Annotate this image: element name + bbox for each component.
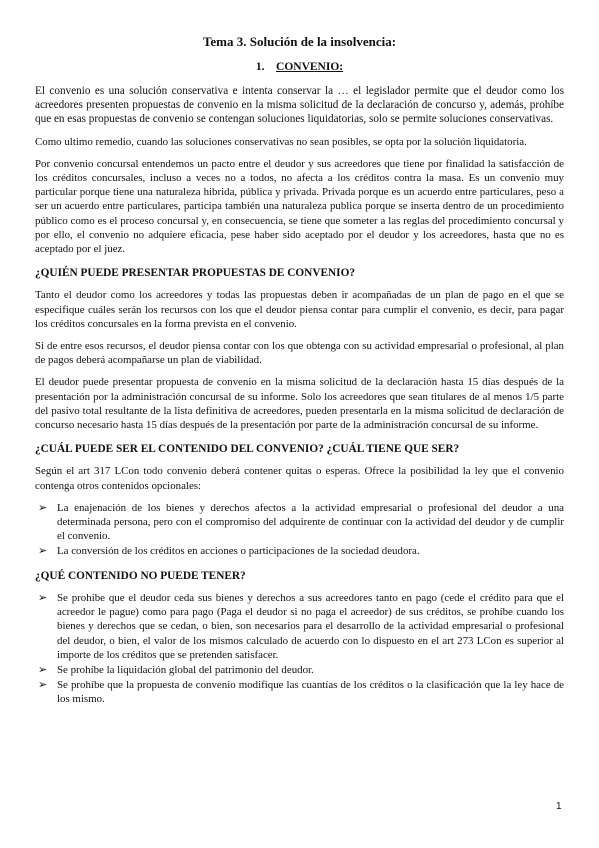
list-item-text: La conversión de los créditos en acciones o participaciones de la sociedad deudora.	[57, 545, 420, 558]
quien-paragraph-3: El deudor puede presentar propuesta de convenio en la misma solicitud de la declaración hasta 15 días después de la presentación por la administración concursal de su informe. Solo los acreedores que sean titulares de al menos 1/5 parte del pasivo total resultante de la lista definitiva de acreedores, pueden presentarla en la misma solicitud de declaración de concurso necesario hasta 15 días después de la presentación por parte de la administración concursal de su informe.	[35, 376, 564, 432]
intro-paragraph-1: El convenio es una solución conservativa e intenta conservar la … el legislador permite que el deudor como los acreedores presenten propuestas de convenio en la misma solicitud de la declaración de concurso y, además, prohíbe que en esas propuestas de convenio se contengan soluciones liquidatorias, solo se permite soluciones conservativas.	[35, 85, 564, 126]
list-item	[35, 678, 564, 706]
page-number: 1	[556, 801, 562, 812]
document-title: Tema 3. Solución de la insolvencia:	[202, 34, 397, 49]
arrow-bullet-icon: ➢	[38, 662, 48, 676]
arrow-bullet-icon: ➢	[38, 544, 48, 558]
document-body	[35, 84, 564, 715]
list-item	[35, 544, 564, 558]
list-item-text: La enajenación de los bienes y derechos afectos a la actividad empresarial o profesional del deudor a una determinada persona, pero con el compromiso del adquirente de continuar con la actividad del deudor y de cumplir el convenio.	[57, 501, 564, 543]
arrow-bullet-icon: ➢	[38, 678, 48, 692]
no-contenido-list	[35, 591, 564, 707]
list-item-text: Se prohíbe que el deudor ceda sus bienes y derechos a sus acreedores tanto en pago (cede el crédito para que el acreedor le pague) como para pago (Paga el deudor si no paga el acreedor) de sus créditos, se prohíbe cuando los bienes y derechos que se cedan, o bien, son necesarios para el desarrollo de la actividad empresarial o profesional del deudor, o bien, el valor de los mismos calculado de acuerdo con lo dispuesto en el art 273 LCon es superior al importe de los créditos que se pretenden satisfacer.	[57, 591, 564, 661]
arrow-bullet-icon: ➢	[38, 590, 48, 604]
arrow-bullet-icon: ➢	[38, 500, 48, 514]
intro-paragraph-2: Como ultimo remedio, cuando las soluciones conservativas no sean posibles, se opta por la solución liquidatoria.	[35, 135, 527, 148]
heading-quien: ¿QUIÉN PUEDE PRESENTAR PROPUESTAS DE CONVENIO?	[35, 267, 356, 280]
list-item-text: Se prohíbe la liquidación global del patrimonio del deudor.	[57, 663, 314, 676]
list-item	[35, 501, 564, 544]
list-item-text: Se prohíbe que la propuesta de convenio modifique las cuantías de los créditos o la clasificación que la ley hace de los mismo.	[57, 679, 564, 706]
quien-paragraph-2: Si de entre esos recursos, el deudor piensa contar con los que obtenga con su actividad empresarial o profesional, al plan de pagos deberá acompañarse un plan de viabilidad.	[35, 340, 564, 367]
list-item	[35, 663, 564, 677]
section-heading	[0, 60, 599, 74]
heading-no-contenido: ¿QUÉ CONTENIDO NO PUEDE TENER?	[35, 569, 246, 582]
contenido-list	[35, 501, 564, 559]
section-label: CONVENIO:	[276, 61, 344, 73]
contenido-paragraph: Según el art 317 LCon todo convenio deberá contener quitas o esperas. Ofrece la posibilidad la ley que el convenio contenga otros contenidos opcionales:	[35, 465, 564, 492]
section-number: 1.	[255, 61, 265, 73]
quien-paragraph-1: Tanto el deudor como los acreedores y todas las propuestas deben ir acompañadas de un plan de pago en el que se especifique cuáles serán los recursos con los que el deudor piensa contar para cumplir el convenio, es decir, para pagar los créditos concursales en la forma prevista en el convenio.	[35, 289, 564, 330]
list-item	[35, 591, 564, 662]
heading-contenido: ¿CUÁL PUEDE SER EL CONTENIDO DEL CONVENIO? ¿CUÁL TIENE QUE SER?	[35, 443, 460, 456]
intro-paragraph-3: Por convenio concursal entendemos un pacto entre el deudor y sus acreedores que tiene por finalidad la satisfacción de los créditos concursales, incluso a veces no a todos, no afecta a los créditos contra la masa. Es un convenio muy particular porque tiene una naturaleza hibrida, pública y privada. Privada porque es un acuerdo entre particulares, peso a ser un acuerdo entre particulares, participa también una naturaleza publica porque se inserta dentro de un procedimiento público como es el proceso concursal y, en consecuencia, se tiene que someter a las reglas del procedimiento concursal y por ello, el convenio no adquiere eficacia, pese haber sido aceptado por el deudor y los acreedores, hasta que no es aceptado por el juez.	[35, 157, 564, 256]
